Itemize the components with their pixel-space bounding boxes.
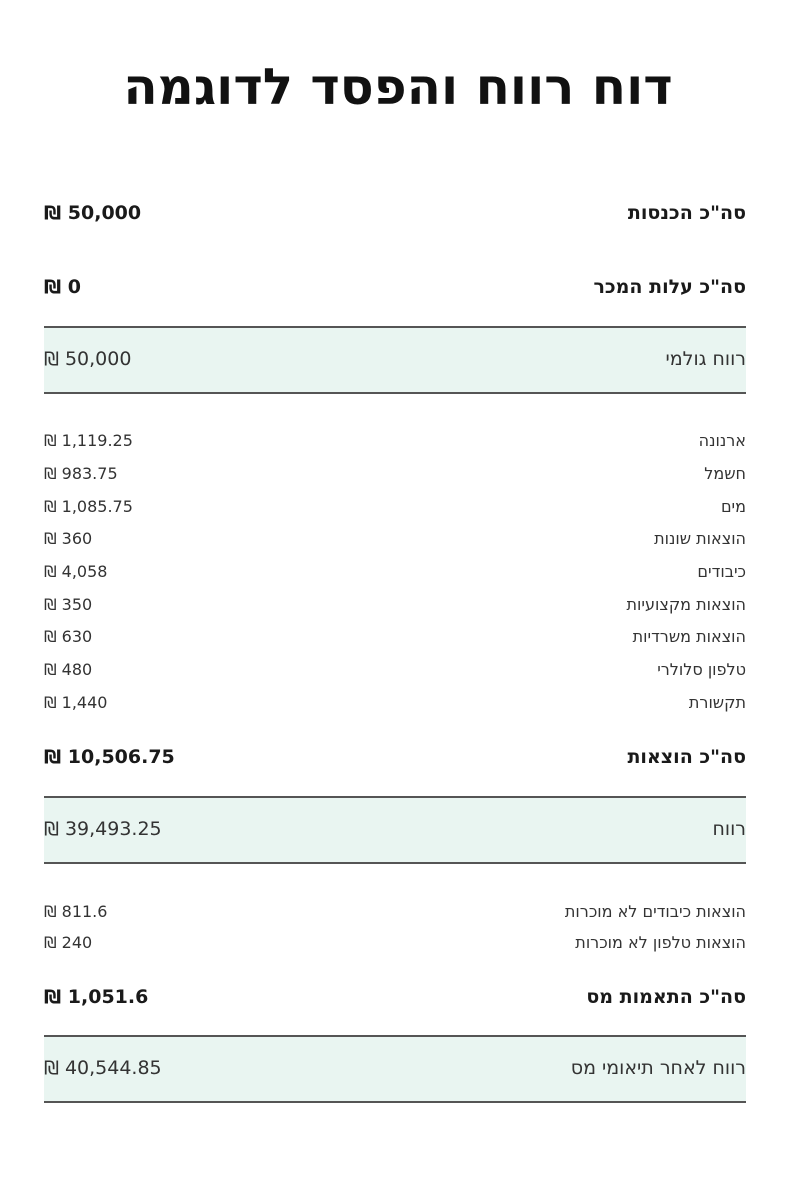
- expense-amount: ₪ 360: [44, 528, 93, 548]
- gross-profit-row: [44, 344, 746, 374]
- profit-after-tax-amount: ₪ 40,544.85: [44, 1057, 162, 1079]
- profit-amount: ₪ 39,493.25: [44, 818, 162, 840]
- total-expenses-row: [44, 742, 746, 772]
- page-title: דוח רווח והפסד לדוגמה: [123, 58, 673, 116]
- expense-amount: ₪ 1,119.25: [44, 430, 133, 450]
- total-cogs-amount: ₪ 0: [44, 276, 82, 298]
- expense-row: [44, 624, 746, 648]
- expense-amount: ₪ 630: [44, 626, 93, 646]
- profit-label: רווח: [712, 818, 746, 840]
- expense-label: הוצאות מקצועיות: [626, 594, 746, 614]
- expense-amount: ₪ 4,058: [44, 561, 108, 581]
- total-cogs-label: סה"כ עלות המכר: [593, 276, 746, 298]
- total-tax-adjustments-row: [44, 982, 746, 1012]
- total-income-label: סה"כ הכנסות: [627, 202, 746, 224]
- total-expenses-label: סה"כ הוצאות: [627, 746, 746, 768]
- adjustment-label: הוצאות טלפון לא מוכרות: [575, 932, 746, 952]
- adjustment-amount: ₪ 811.6: [44, 901, 108, 921]
- expense-row: [44, 690, 746, 714]
- expense-amount: ₪ 350: [44, 594, 93, 614]
- adjustment-row: [44, 899, 746, 923]
- expense-amount: ₪ 1,085.75: [44, 496, 133, 516]
- expense-row: [44, 494, 746, 518]
- expense-label: תקשורת: [688, 692, 746, 712]
- adjustment-label: הוצאות כיבודים לא מוכרות: [564, 901, 746, 921]
- expense-row: [44, 592, 746, 616]
- expense-label: חשמל: [704, 463, 746, 483]
- total-expenses-amount: ₪ 10,506.75: [44, 746, 175, 768]
- total-tax-adjustments-amount: ₪ 1,051.6: [44, 986, 149, 1008]
- profit-after-tax-label: רווח לאחר תיאומי מס: [570, 1057, 746, 1079]
- expense-row: [44, 559, 746, 583]
- expense-row: [44, 526, 746, 550]
- total-cogs-row: [44, 272, 746, 302]
- expense-row: [44, 461, 746, 485]
- profit-row: [44, 814, 746, 844]
- expense-amount: ₪ 480: [44, 659, 93, 679]
- expense-amount: ₪ 983.75: [44, 463, 118, 483]
- total-income-row: [44, 198, 746, 228]
- expense-row: [44, 657, 746, 681]
- expense-label: ארנונה: [698, 430, 746, 450]
- expense-label: הוצאות משרדיות: [632, 626, 746, 646]
- expense-label: הוצאות שונות: [654, 528, 746, 548]
- adjustment-row: [44, 930, 746, 954]
- expense-label: מים: [720, 496, 746, 516]
- expense-label: טלפון סלולרי: [657, 659, 746, 679]
- gross-profit-label: רווח גולמי: [665, 348, 746, 370]
- expense-label: כיבודים: [697, 561, 746, 581]
- gross-profit-amount: ₪ 50,000: [44, 348, 132, 370]
- total-income-amount: ₪ 50,000: [44, 202, 142, 224]
- expense-amount: ₪ 1,440: [44, 692, 108, 712]
- total-tax-adjustments-label: סה"כ התאמות מס: [586, 986, 746, 1008]
- adjustment-amount: ₪ 240: [44, 932, 93, 952]
- profit-after-tax-row: [44, 1053, 746, 1083]
- expense-row: [44, 428, 746, 452]
